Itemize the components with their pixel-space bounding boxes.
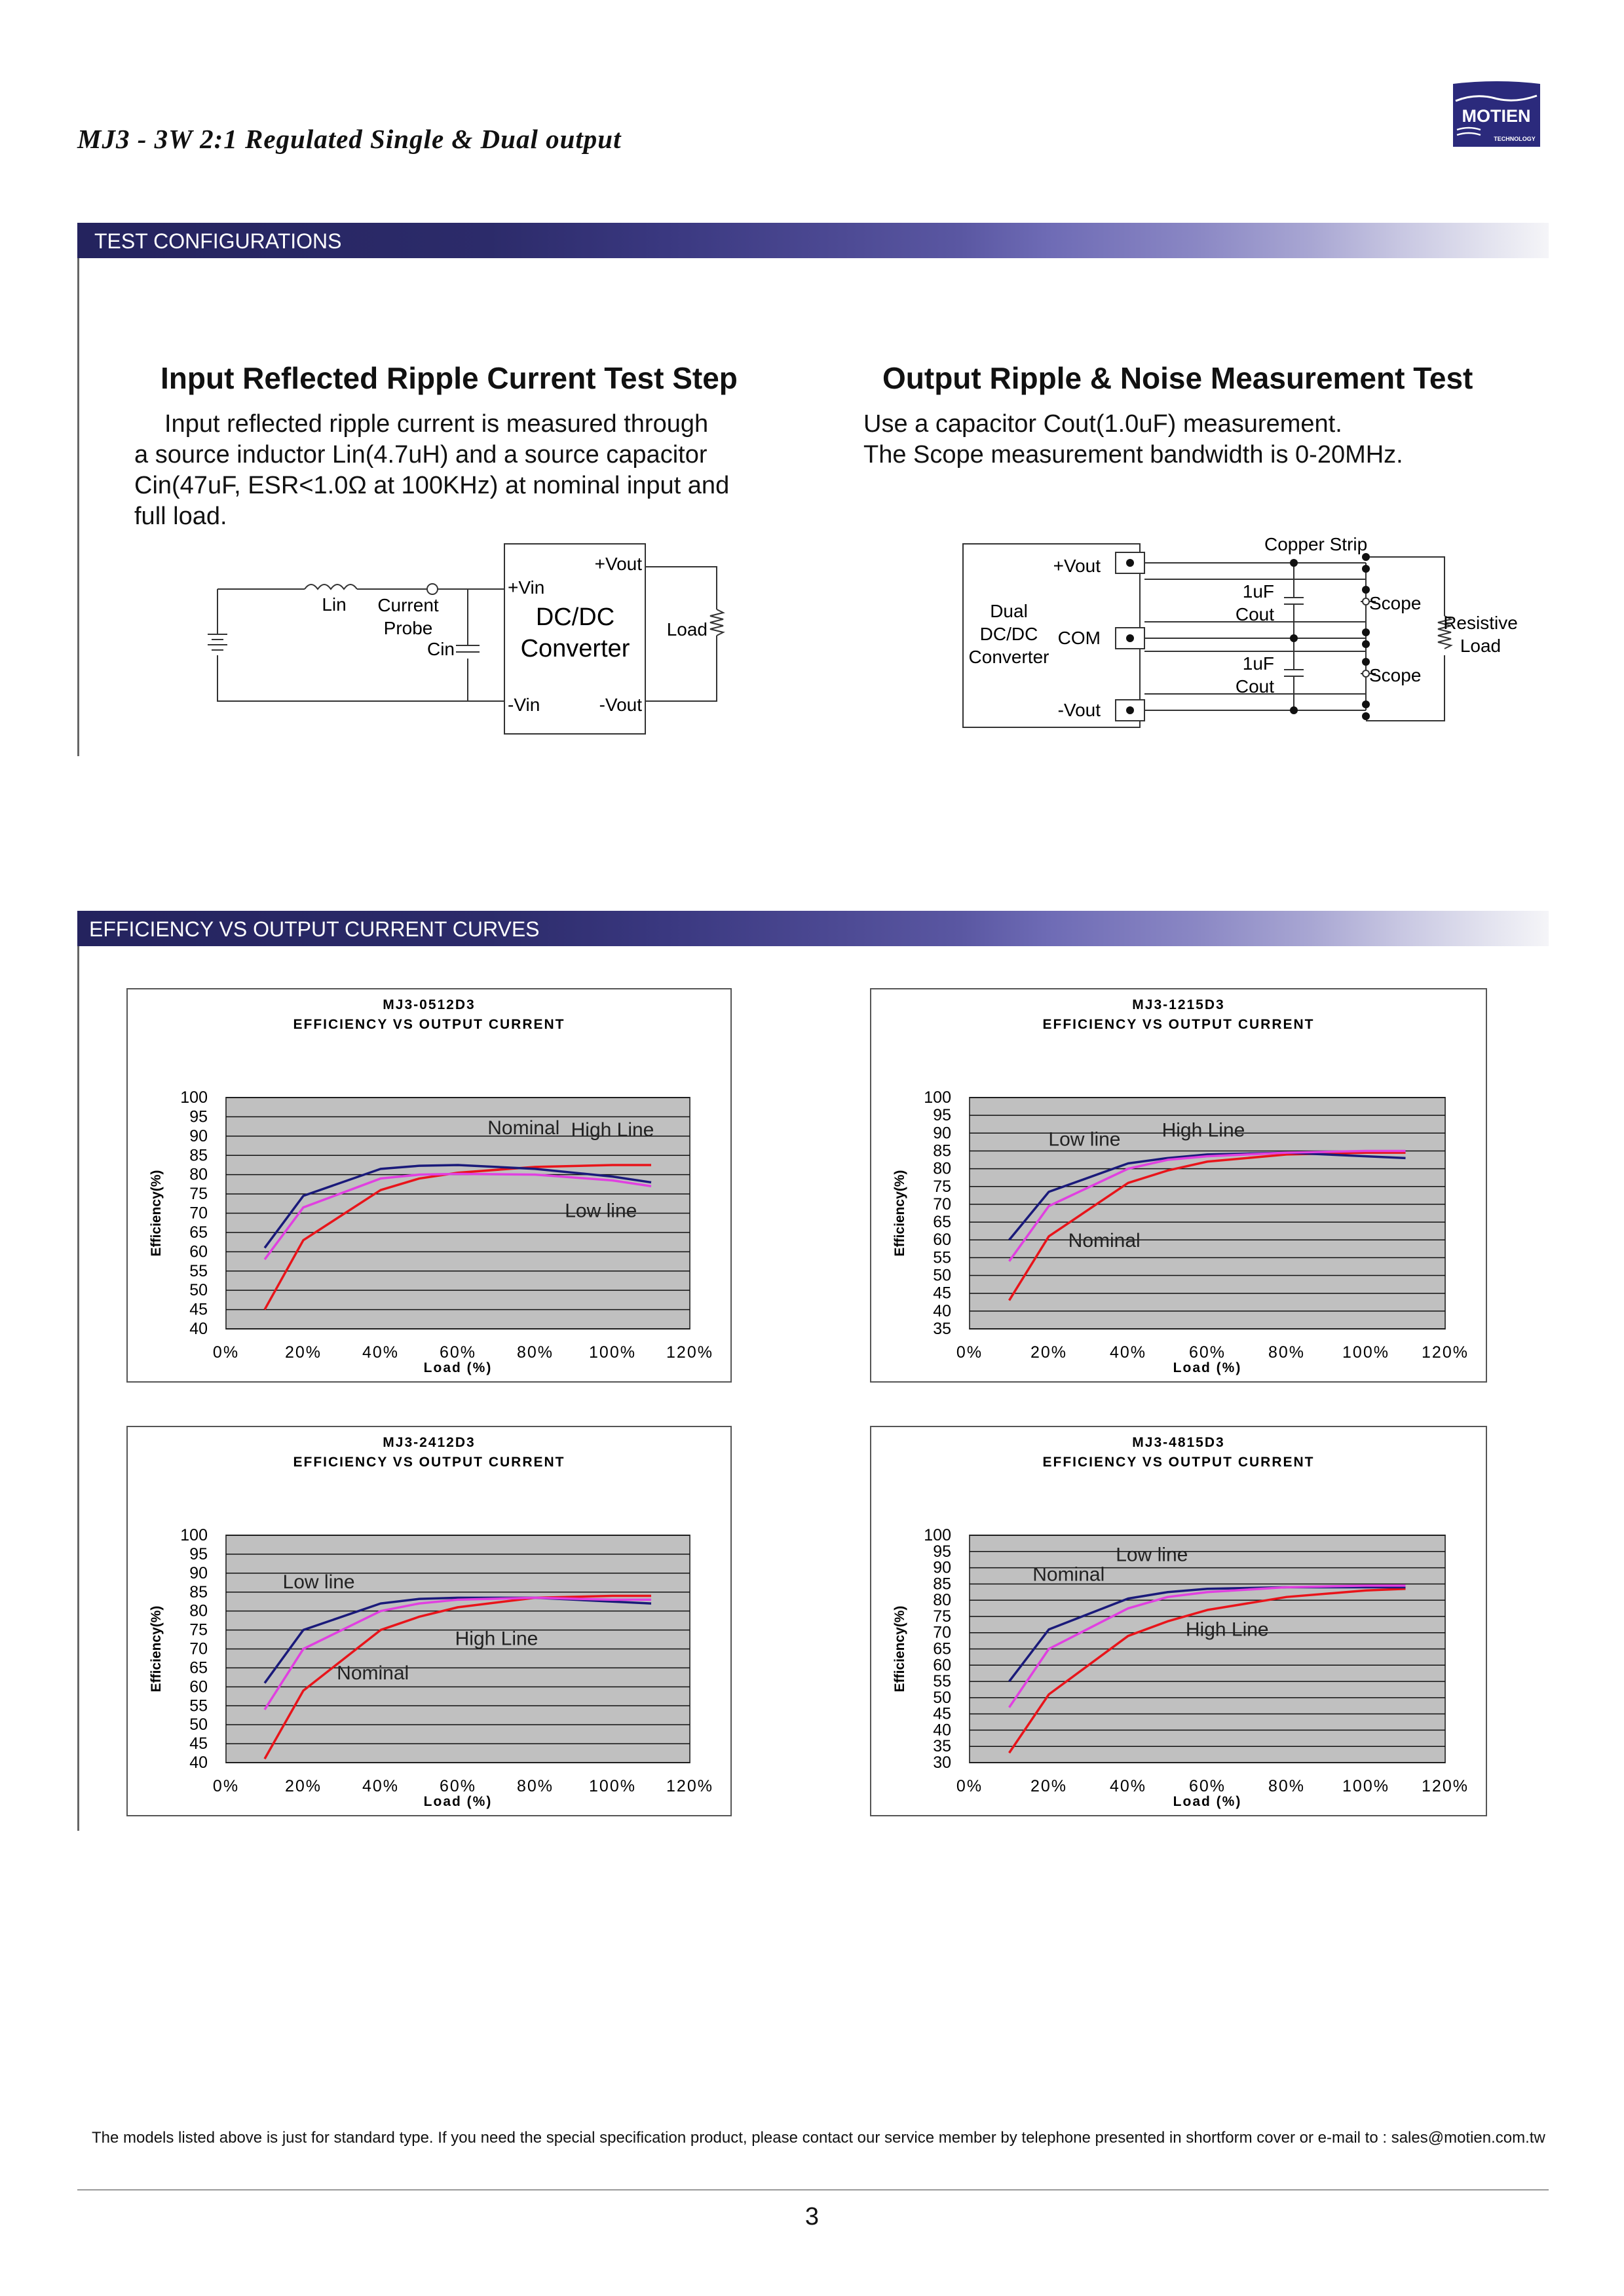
series-annotation: High Line xyxy=(455,1628,538,1650)
y-tick-label: 40 xyxy=(189,1320,208,1338)
y-tick-label: 45 xyxy=(189,1300,208,1319)
y-tick-label: 80 xyxy=(933,1159,951,1178)
y-tick-label: 75 xyxy=(933,1607,951,1626)
chart-title: EFFICIENCY VS OUTPUT CURRENT xyxy=(293,1455,565,1470)
y-tick-label: 70 xyxy=(933,1623,951,1642)
y-tick-label: 95 xyxy=(933,1106,951,1125)
y-axis-label: Efficiency(%) xyxy=(149,1605,164,1693)
series-annotation: Nominal xyxy=(337,1662,409,1684)
series-annotation: Low line xyxy=(1116,1544,1188,1566)
x-tick-label: 60% xyxy=(439,1777,477,1795)
label-scope-1: Scope xyxy=(1369,593,1422,613)
description-line: full load. xyxy=(134,503,227,530)
y-axis-label: Efficiency(%) xyxy=(892,1170,907,1257)
x-axis-label: Load (%) xyxy=(1173,1360,1242,1375)
y-tick-label: 45 xyxy=(189,1734,208,1753)
label-cap1-name: Cout xyxy=(1235,604,1274,624)
y-tick-label: 35 xyxy=(933,1737,951,1756)
label-dcdc: DC/DC xyxy=(979,624,1038,644)
label-dual: Dual xyxy=(990,601,1028,621)
y-tick-label: 95 xyxy=(933,1542,951,1561)
y-tick-label: 60 xyxy=(933,1231,951,1250)
chart-title: EFFICIENCY VS OUTPUT CURRENT xyxy=(293,1017,565,1032)
y-tick-label: 85 xyxy=(189,1582,208,1601)
y-tick-label: 90 xyxy=(933,1558,951,1577)
label-vin-pos: +Vin xyxy=(508,577,545,598)
chart-model-label: MJ3-2412D3 xyxy=(383,1435,476,1450)
y-tick-label: 100 xyxy=(180,1526,208,1544)
description-line: Cin(47uF, ESR<1.0Ω at 100KHz) at nominal input and xyxy=(134,472,730,499)
label-converter: Converter xyxy=(968,647,1049,667)
x-tick-label: 40% xyxy=(362,1777,400,1795)
x-tick-label: 120% xyxy=(1422,1777,1469,1795)
y-tick-label: 95 xyxy=(189,1544,208,1563)
y-tick-label: 75 xyxy=(189,1185,208,1204)
y-tick-label: 100 xyxy=(180,1088,208,1107)
label-load: Load xyxy=(666,619,708,640)
x-tick-label: 100% xyxy=(589,1343,636,1362)
footer-divider xyxy=(77,2189,1549,2191)
series-annotation: Low line xyxy=(1048,1128,1121,1151)
series-annotation: Low line xyxy=(565,1200,637,1222)
y-tick-label: 95 xyxy=(189,1107,208,1126)
y-tick-label: 65 xyxy=(933,1639,951,1658)
document-title: MJ3 - 3W 2:1 Regulated Single & Dual output xyxy=(77,124,622,154)
section-divider xyxy=(77,258,79,756)
output-ripple-circuit-diagram xyxy=(956,524,1546,740)
input-ripple-title: Input Reflected Ripple Current Test Step xyxy=(161,361,738,395)
y-tick-label: 85 xyxy=(189,1146,208,1165)
label-scope-2: Scope xyxy=(1369,665,1422,685)
y-tick-label: 100 xyxy=(924,1526,951,1544)
page-number: 3 xyxy=(804,2203,820,2230)
x-tick-label: 0% xyxy=(212,1343,240,1362)
x-tick-label: 0% xyxy=(212,1777,240,1795)
y-tick-label: 70 xyxy=(189,1639,208,1658)
y-tick-label: 55 xyxy=(189,1696,208,1715)
y-tick-label: 60 xyxy=(933,1656,951,1675)
chart-title: EFFICIENCY VS OUTPUT CURRENT xyxy=(1042,1455,1315,1470)
label-copper-strip: Copper Strip xyxy=(1264,534,1368,554)
x-tick-label: 60% xyxy=(1188,1777,1226,1795)
chart-model-label: MJ3-0512D3 xyxy=(383,997,476,1012)
efficiency-chart-mj3-1215d3 xyxy=(870,988,1487,1383)
section-label: TEST CONFIGURATIONS xyxy=(94,229,342,253)
chart-model-label: MJ3-4815D3 xyxy=(1132,1435,1225,1450)
description-line: Input reflected ripple current is measured through xyxy=(164,410,709,438)
description-line: Use a capacitor Cout(1.0uF) measurement. xyxy=(863,410,1342,438)
y-tick-label: 60 xyxy=(189,1677,208,1696)
logo-text: MOTIEN xyxy=(1462,106,1531,126)
y-tick-label: 35 xyxy=(933,1320,951,1338)
label-converter-line1: DC/DC xyxy=(535,603,615,631)
x-tick-label: 0% xyxy=(956,1777,983,1795)
y-tick-label: 50 xyxy=(933,1266,951,1285)
x-tick-label: 40% xyxy=(1109,1777,1147,1795)
output-ripple-description xyxy=(863,409,1551,470)
x-tick-label: 20% xyxy=(1030,1343,1068,1362)
series-annotation: Nominal xyxy=(1068,1230,1141,1252)
efficiency-chart-mj3-0512d3 xyxy=(126,988,732,1383)
x-tick-label: 40% xyxy=(1109,1343,1147,1362)
x-tick-label: 80% xyxy=(516,1343,554,1362)
series-annotation: Low line xyxy=(282,1571,355,1593)
x-tick-label: 60% xyxy=(1188,1343,1226,1362)
label-resistive: Resistive xyxy=(1443,613,1518,633)
x-tick-label: 120% xyxy=(666,1343,713,1362)
y-tick-label: 50 xyxy=(189,1281,208,1300)
x-tick-label: 20% xyxy=(284,1777,322,1795)
label-cap1-value: 1uF xyxy=(1242,581,1274,602)
logo-subtext: TECHNOLOGY xyxy=(1494,136,1536,142)
x-tick-label: 20% xyxy=(1030,1777,1068,1795)
x-tick-label: 80% xyxy=(1268,1777,1306,1795)
y-tick-label: 75 xyxy=(189,1620,208,1639)
section-bar-efficiency-curves xyxy=(77,911,1549,946)
y-tick-label: 50 xyxy=(933,1688,951,1707)
y-tick-label: 30 xyxy=(933,1753,951,1772)
section-label: EFFICIENCY VS OUTPUT CURRENT CURVES xyxy=(89,917,540,941)
input-ripple-circuit-diagram xyxy=(197,537,740,740)
y-tick-label: 65 xyxy=(933,1213,951,1232)
series-annotation: High Line xyxy=(1185,1618,1269,1641)
efficiency-chart-mj3-4815d3 xyxy=(870,1426,1487,1816)
x-tick-label: 120% xyxy=(1422,1343,1469,1362)
series-annotation: High Line xyxy=(1161,1119,1245,1141)
y-tick-label: 80 xyxy=(933,1591,951,1610)
y-tick-label: 85 xyxy=(933,1141,951,1160)
description-line: The Scope measurement bandwidth is 0-20MHz. xyxy=(863,441,1403,469)
x-tick-label: 100% xyxy=(1342,1777,1389,1795)
y-tick-label: 55 xyxy=(189,1261,208,1280)
y-tick-label: 75 xyxy=(933,1177,951,1196)
label-cap2-name: Cout xyxy=(1235,676,1274,697)
x-tick-label: 120% xyxy=(666,1777,713,1795)
label-lin: Lin xyxy=(322,594,347,615)
label-com: COM xyxy=(1057,628,1101,648)
y-tick-label: 60 xyxy=(189,1242,208,1261)
x-tick-label: 0% xyxy=(956,1343,983,1362)
y-tick-label: 55 xyxy=(933,1672,951,1691)
x-tick-label: 40% xyxy=(362,1343,400,1362)
y-tick-label: 45 xyxy=(933,1284,951,1303)
x-axis-label: Load (%) xyxy=(423,1360,493,1375)
x-axis-label: Load (%) xyxy=(1173,1794,1242,1809)
y-tick-label: 40 xyxy=(933,1721,951,1740)
y-tick-label: 80 xyxy=(189,1601,208,1620)
label-vout-pos: +Vout xyxy=(1053,556,1101,576)
chart-title: EFFICIENCY VS OUTPUT CURRENT xyxy=(1042,1017,1315,1032)
y-tick-label: 40 xyxy=(933,1301,951,1320)
label-vout-neg: -Vout xyxy=(599,695,642,715)
label-cap2-value: 1uF xyxy=(1242,653,1274,674)
series-annotation: Nominal xyxy=(487,1117,560,1139)
x-tick-label: 80% xyxy=(1268,1343,1306,1362)
section-bar-test-configurations xyxy=(77,223,1549,258)
chart-model-label: MJ3-1215D3 xyxy=(1132,997,1225,1012)
label-vout-neg: -Vout xyxy=(1057,700,1101,720)
x-tick-label: 80% xyxy=(516,1777,554,1795)
label-vin-neg: -Vin xyxy=(508,695,540,715)
label-vout-pos: +Vout xyxy=(594,554,642,574)
x-tick-label: 20% xyxy=(284,1343,322,1362)
x-tick-label: 100% xyxy=(1342,1343,1389,1362)
description-line: a source inductor Lin(4.7uH) and a source capacitor xyxy=(134,441,708,469)
output-ripple-title: Output Ripple & Noise Measurement Test xyxy=(882,361,1473,395)
y-tick-label: 55 xyxy=(933,1248,951,1267)
y-tick-label: 80 xyxy=(189,1165,208,1184)
y-tick-label: 70 xyxy=(933,1195,951,1214)
y-tick-label: 90 xyxy=(933,1124,951,1143)
motien-logo xyxy=(1449,79,1544,149)
y-tick-label: 70 xyxy=(189,1204,208,1223)
section-divider xyxy=(77,946,79,1831)
label-cin: Cin xyxy=(426,639,455,659)
y-tick-label: 40 xyxy=(189,1753,208,1772)
label-converter-line2: Converter xyxy=(520,635,630,662)
x-axis-label: Load (%) xyxy=(423,1794,493,1809)
y-tick-label: 50 xyxy=(189,1715,208,1734)
y-axis-label: Efficiency(%) xyxy=(149,1170,164,1257)
y-tick-label: 90 xyxy=(189,1126,208,1145)
series-annotation: High Line xyxy=(571,1119,654,1141)
efficiency-chart-mj3-2412d3 xyxy=(126,1426,732,1816)
y-axis-label: Efficiency(%) xyxy=(892,1605,907,1693)
x-tick-label: 60% xyxy=(439,1343,477,1362)
y-tick-label: 65 xyxy=(189,1223,208,1242)
y-tick-label: 90 xyxy=(189,1563,208,1582)
y-tick-label: 100 xyxy=(924,1088,951,1107)
x-tick-label: 100% xyxy=(589,1777,636,1795)
series-annotation: Nominal xyxy=(1032,1563,1105,1586)
input-ripple-description xyxy=(134,409,822,532)
y-tick-label: 85 xyxy=(933,1575,951,1594)
footer-note: The models listed above is just for standard type. If you need the special specification product, please contact our service member by telephone presented in shortform cover or e-mail to : sales@motien.com.tw xyxy=(92,2129,1545,2147)
label-probe: Probe xyxy=(383,618,433,638)
y-tick-label: 45 xyxy=(933,1704,951,1723)
label-current: Current xyxy=(377,595,439,615)
y-tick-label: 65 xyxy=(189,1658,208,1677)
label-load: Load xyxy=(1460,636,1501,656)
